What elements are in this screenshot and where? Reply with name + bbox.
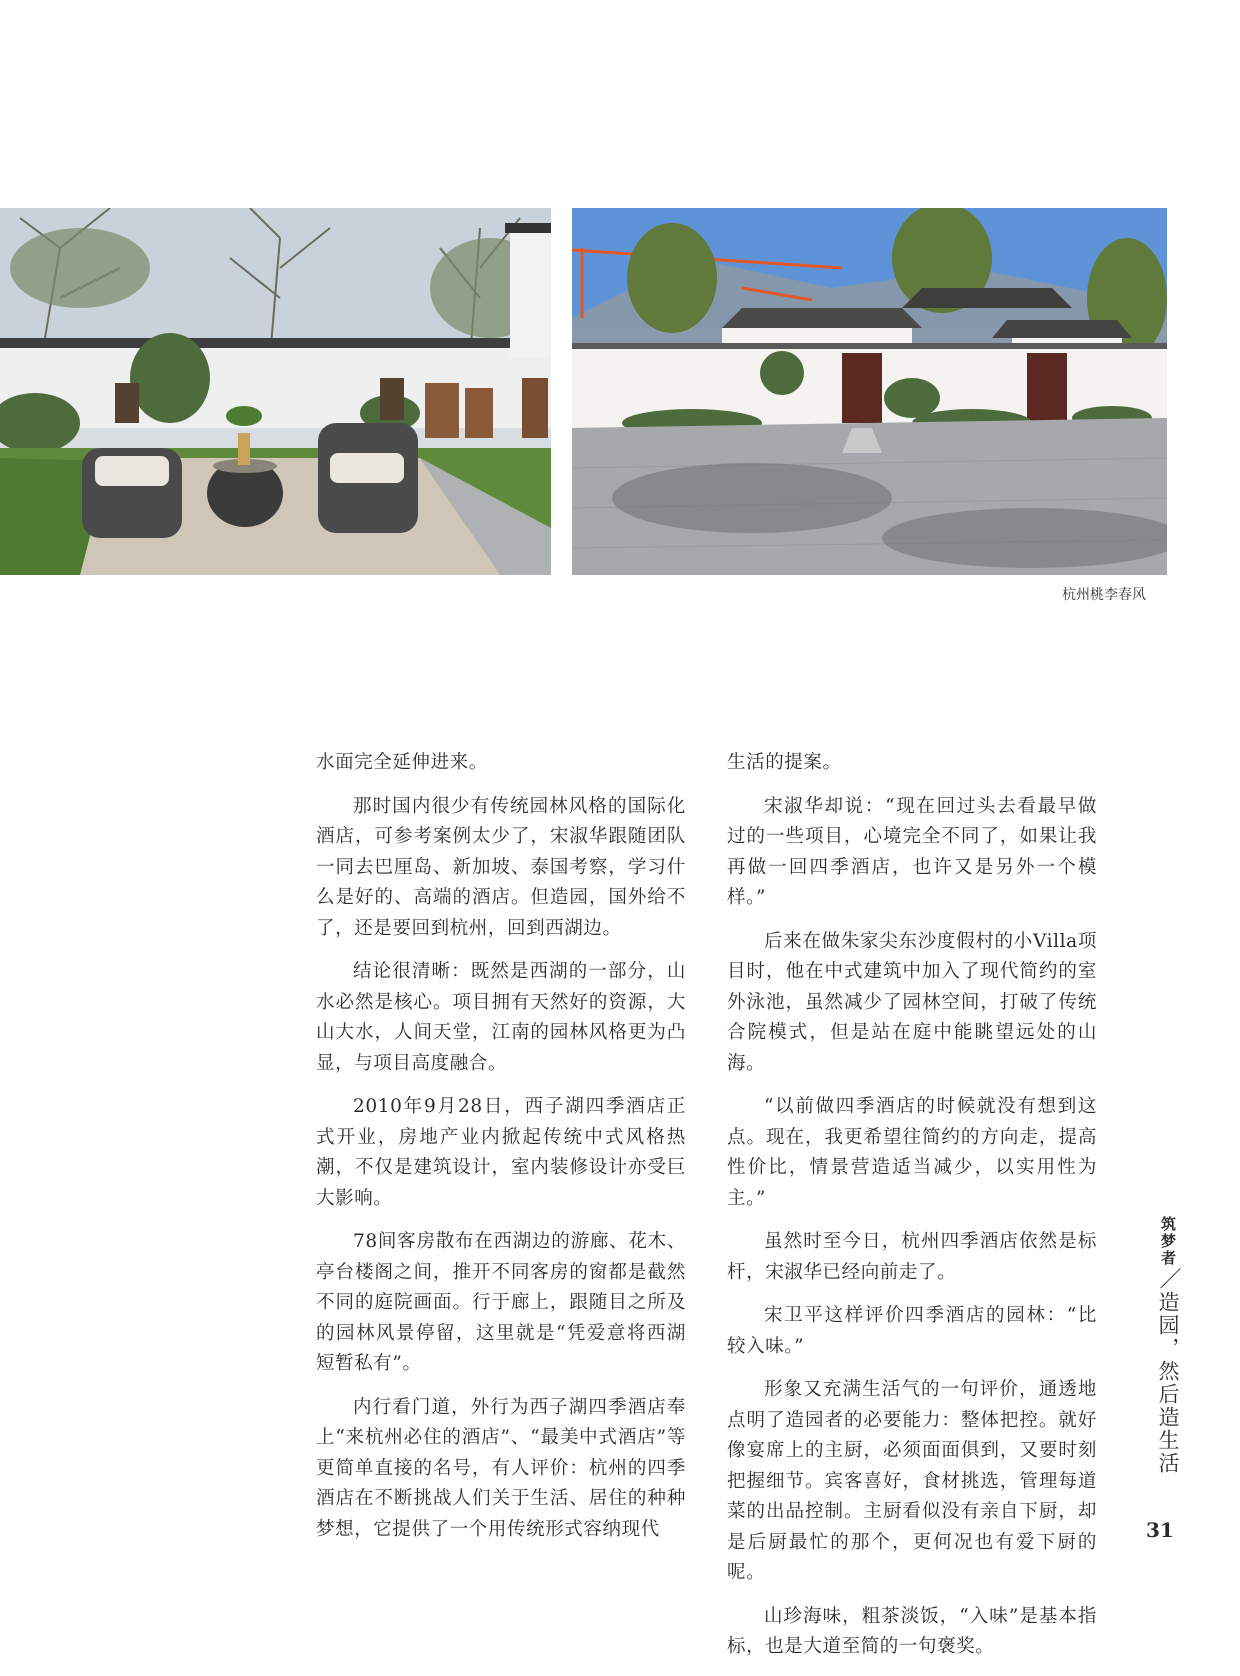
paragraph: “以前做四季酒店的时候就没有想到这点。现在，我更希望往简约的方向走，提高性价比，情景营造适当减少，以实用性为主。” xyxy=(727,1096,1097,1209)
paragraph: 形象又充满生活气的一句评价，通透地点明了造园者的必要能力：整体把控。就好像宴席上的主厨，必须面面俱到，又要时刻把握细节。宾客喜好，食材挑选，管理每道菜的出品控制。主厨看似没有亲自下厨，却是后厨最忙的那个，更何况也有爱下厨的呢。 xyxy=(727,1379,1097,1583)
paragraph: 水面完全延伸进来。 xyxy=(316,752,488,773)
paragraph: 结论很清晰：既然是西湖的一部分，山水必然是核心。项目拥有天然好的资源，大山大水，人间天堂，江南的园林风格更为凸显，与项目高度融合。 xyxy=(316,961,686,1074)
article-title-part-2: 然后造生活 xyxy=(1156,1360,1180,1475)
villa-gate-photo-illustration xyxy=(572,208,1167,575)
courtyard-photo-illustration xyxy=(0,208,551,575)
article-title-part-1: 造园， xyxy=(1156,1291,1180,1360)
running-header xyxy=(1150,1216,1184,1475)
paragraph: 山珍海味，粗茶淡饭，“入味”是基本指标，也是大道至简的一句褒奖。 xyxy=(727,1605,1097,1657)
paragraph: 2010年9月28日，西子湖四季酒店正式开业，房地产业内掀起传统中式风格热潮，不仅是建筑设计，室内装修设计亦受巨大影响。 xyxy=(316,1096,686,1209)
paragraph: 内行看门道，外行为西子湖四季酒店奉上“来杭州必住的酒店”、“最美中式酒店”等更简单直接的名号，有人评价：杭州的四季酒店在不断挑战人们关于生活、居住的种种梦想，它提供了一个用传统形式容纳现代 xyxy=(316,1396,686,1540)
paragraph: 生活的提案。 xyxy=(727,752,842,773)
paragraph: 宋卫平这样评价四季酒店的园林：“比较入味。” xyxy=(727,1305,1097,1357)
magazine-section-name: 筑梦者 xyxy=(1159,1216,1177,1267)
text-column-left xyxy=(316,748,686,1558)
courtyard-photo xyxy=(0,208,551,575)
section-divider: ／ xyxy=(1156,1267,1181,1291)
paragraph: 虽然时至今日，杭州四季酒店依然是标杆，宋淑华已经向前走了。 xyxy=(727,1231,1097,1283)
paragraph: 宋淑华却说：“现在回过头去看最早做过的一些项目，心境完全不同了，如果让我再做一回四季酒店，也许又是另外一个模样。” xyxy=(727,795,1097,908)
paragraph: 那时国内很少有传统园林风格的国际化酒店，可参考案例太少了，宋淑华跟随团队一同去巴厘岛、新加坡、泰国考察，学习什么是好的、高端的酒店。但造园，国外给不了，还是要回到杭州，回到西湖边。 xyxy=(316,795,686,939)
photo-caption: 杭州桃李春风 xyxy=(1062,587,1146,603)
paragraph: 78间客房散布在西湖边的游廊、花木、亭台楼阁之间，推开不同客房的窗都是截然不同的庭院画面。行于廊上，跟随目之所及的园林风景停留，这里就是“凭爱意将西湖短暂私有”。 xyxy=(316,1231,686,1374)
villa-gate-photo xyxy=(572,208,1167,575)
text-column-right xyxy=(727,748,1097,1676)
paragraph: 后来在做朱家尖东沙度假村的小Villa项目时，他在中式建筑中加入了现代简约的室外泳池，虽然减少了园林空间，打破了传统合院模式，但是站在庭中能眺望远处的山海。 xyxy=(727,930,1097,1074)
page-number: 31 xyxy=(1146,1518,1174,1542)
